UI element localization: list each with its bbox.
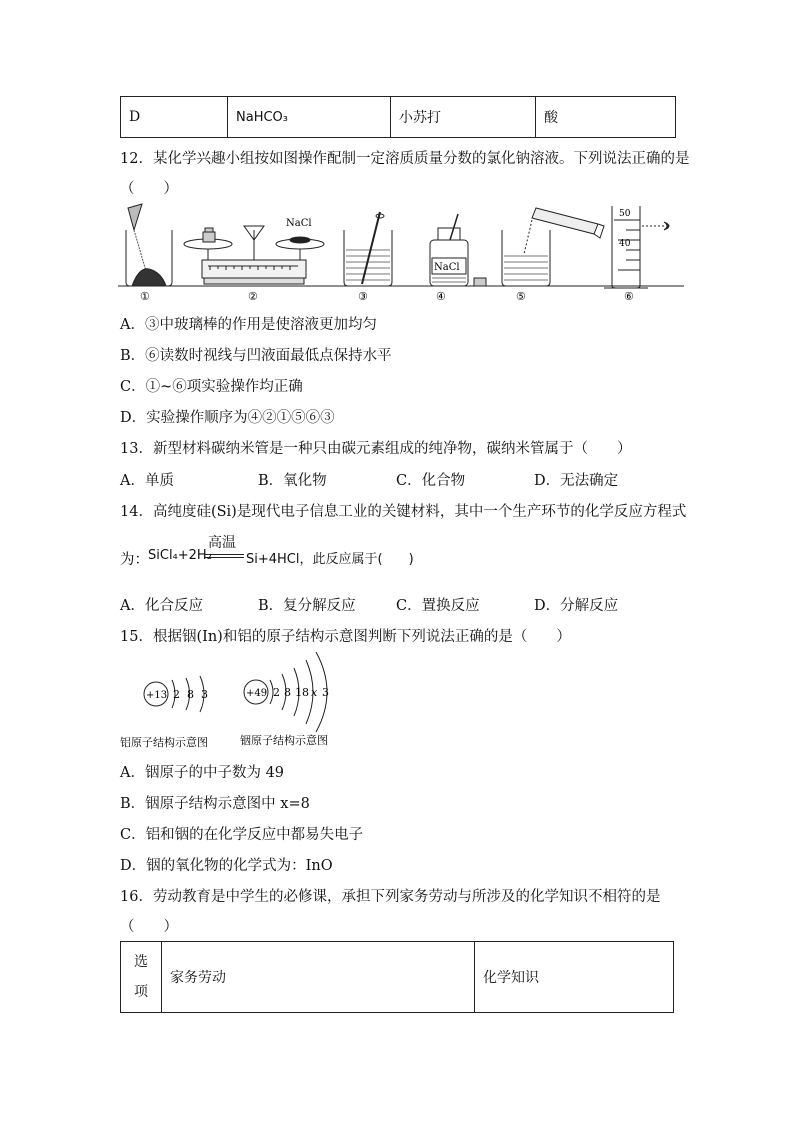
q13-stem: 13．新型材料碳纳米管是一种只由碳元素组成的纯净物，碳纳米管属于（ ） <box>120 441 632 457</box>
header-option-char-1: 选 <box>134 954 148 970</box>
al-shell-3: 3 <box>201 688 208 701</box>
q14-stem: 14．高纯度硅(Si)是现代电子信息工业的关键材料，其中一个生产环节的化学反应方程式 <box>120 504 687 520</box>
table-cell: 酸 <box>536 97 676 138</box>
table-row <box>121 97 676 138</box>
q16-stem: 16．劳动教育是中学生的必修课，承担下列家务劳动与所涉及的化学知识不相符的是 <box>120 889 661 905</box>
table-cell: D <box>121 97 228 138</box>
in-shell-2: 8 <box>284 686 291 699</box>
stirring-beaker-figure <box>344 212 392 286</box>
reagent-bottle-figure <box>430 214 486 286</box>
q13-option-b: B．氧化物 <box>258 473 327 489</box>
q14-eq-right: Si+4HCl，此反应属于( ) <box>246 552 414 567</box>
q15-option-d: D．铟的氧化物的化学式为：InO <box>120 858 333 874</box>
table-cell: NaHCO₃ <box>228 97 391 138</box>
al-shell-1: 2 <box>173 688 180 701</box>
q14-option-a: A．化合反应 <box>120 598 203 614</box>
q12-paren: （ ） <box>120 181 178 197</box>
q14-equation <box>120 532 540 572</box>
cyl-mark-40: 40 <box>619 239 631 249</box>
q14-eq-left: SiCl₄+2H₂ <box>148 548 212 563</box>
in-shell-3: 18 <box>295 686 309 699</box>
q12-stem: 12．某化学兴趣小组按如图操作配制一定溶质质量分数的氯化钠溶液。下列说法正确的是 <box>120 151 690 167</box>
table-cell: 小苏打 <box>391 97 536 138</box>
q14-option-d: D．分解反应 <box>534 598 619 614</box>
table-header-row <box>121 942 674 1013</box>
fig-label-1: ① <box>140 290 150 303</box>
nacl-bottle-label: NaCl <box>434 262 460 273</box>
in-nucleus: +49 <box>246 688 268 699</box>
al-shell-2: 8 <box>187 688 194 701</box>
q12-option-c: C．①~⑥项实验操作均正确 <box>120 379 303 395</box>
q15-stem: 15．根据铟(In)和铝的原子结构示意图判断下列说法正确的是（ ） <box>120 629 571 645</box>
q13-option-d: D．无法确定 <box>534 473 619 489</box>
in-shell-4: x <box>311 686 318 699</box>
q15-option-a: A．铟原子的中子数为 49 <box>120 765 285 781</box>
table-header-knowledge: 化学知识 <box>475 942 674 1013</box>
fig-label-6: ⑥ <box>624 290 634 303</box>
table-header-option <box>121 942 162 1013</box>
q15-option-c: C．铝和铟的在化学反应中都易失电子 <box>120 827 364 843</box>
al-caption: 铝原子结构示意图 <box>120 736 208 749</box>
cyl-mark-50: 50 <box>619 209 631 219</box>
beaker-funnel-figure <box>126 204 172 286</box>
q15-option-b: B．铟原子结构示意图中 x=8 <box>120 796 310 812</box>
in-shell-5: 3 <box>322 686 329 699</box>
q14-option-b: B．复分解反应 <box>258 598 356 614</box>
q15-figure <box>118 650 358 750</box>
q14-eq-condition: 高温 <box>208 535 236 551</box>
in-caption: 铟原子结构示意图 <box>240 734 328 747</box>
q14-option-c: C．置换反应 <box>396 598 480 614</box>
table-header-chores: 家务劳动 <box>162 942 475 1013</box>
q12-figure <box>118 200 684 304</box>
q13-option-a: A．单质 <box>120 473 174 489</box>
balance-figure <box>184 226 324 284</box>
pouring-figure <box>502 208 604 286</box>
q12-option-d: D．实验操作顺序为④②①⑤⑥③ <box>120 410 335 426</box>
fig-label-4: ④ <box>436 290 446 303</box>
nacl-label: NaCl <box>286 218 312 229</box>
q14-eq-bar <box>204 554 244 558</box>
q13-option-c: C．化合物 <box>396 473 466 489</box>
fig-label-5: ⑤ <box>516 290 526 303</box>
fig-label-2: ② <box>248 290 258 303</box>
fig-label-3: ③ <box>358 290 368 303</box>
q16-paren: （ ） <box>120 919 178 935</box>
q12-option-b: B．⑥读数时视线与凹液面最低点保持水平 <box>120 348 392 364</box>
al-nucleus: +13 <box>146 690 168 701</box>
in-shell-1: 2 <box>273 686 280 699</box>
cylinder-figure <box>604 206 669 288</box>
header-option-char-2: 项 <box>134 984 148 1000</box>
q16-table <box>120 941 674 1013</box>
q12-option-a: A．③中玻璃棒的作用是使溶液更加均匀 <box>120 317 377 333</box>
top-table <box>120 96 676 138</box>
q14-eq-prefix: 为： <box>120 552 149 568</box>
